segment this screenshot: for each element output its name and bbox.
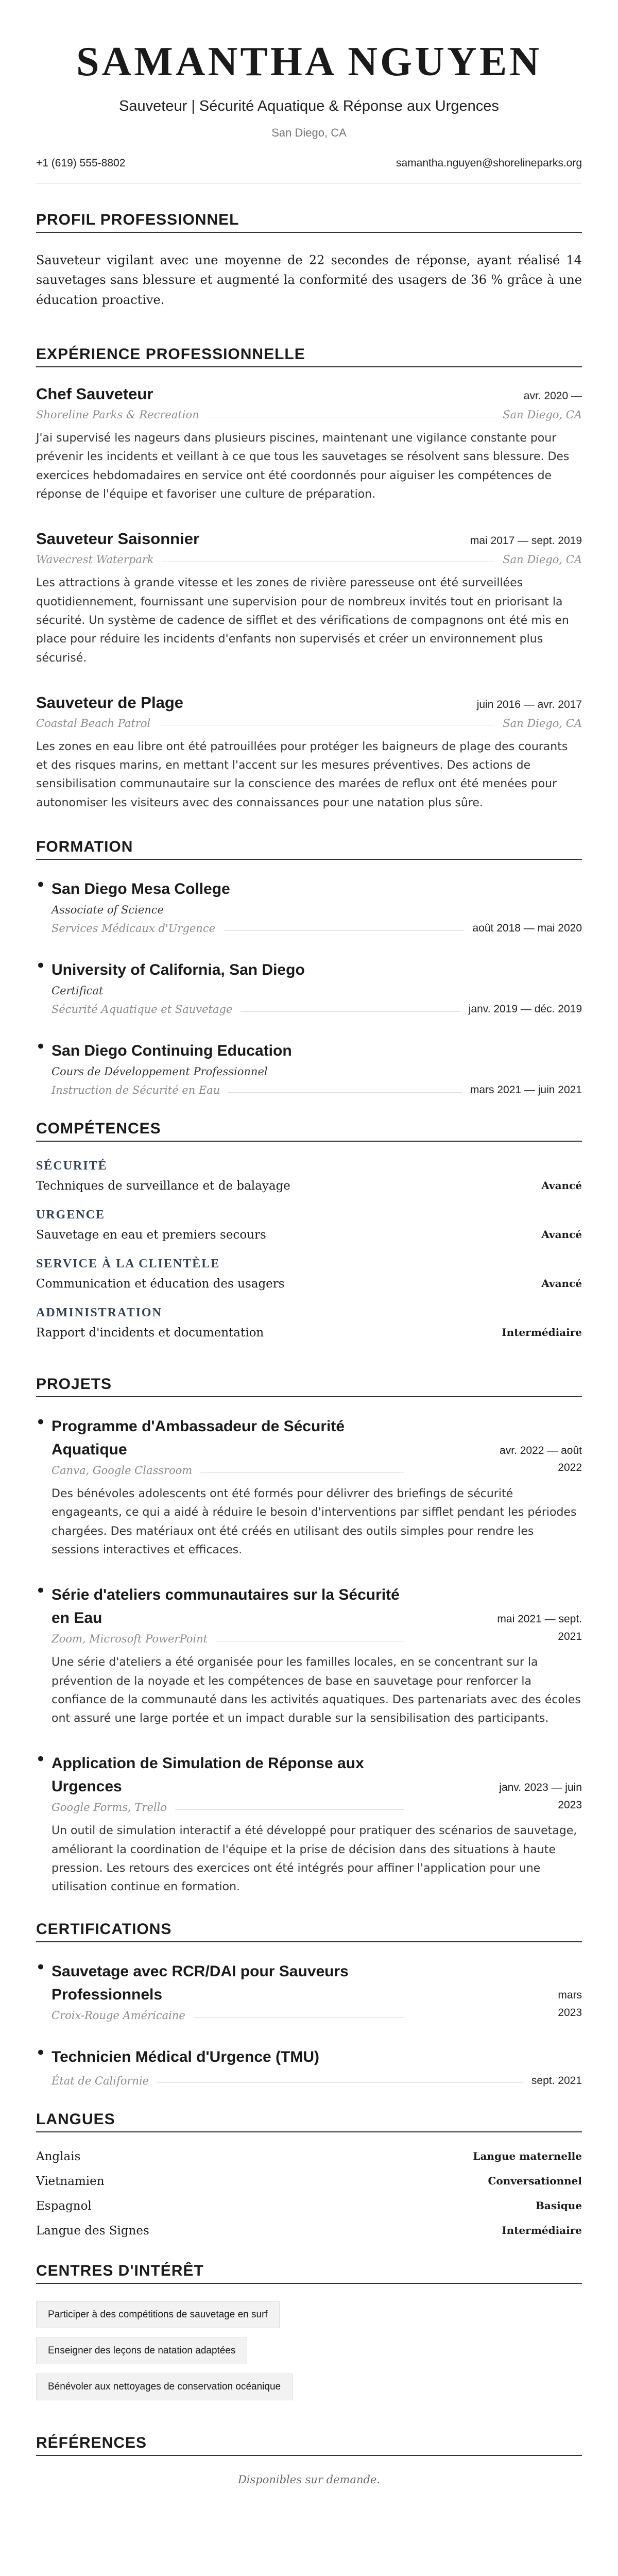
- phone-number: +1 (619) 555-8802: [36, 157, 126, 169]
- dotted-leader: [224, 930, 464, 931]
- project-tools: Canva, Google Classroom: [52, 1464, 193, 1477]
- headline: Sauveteur | Sécurité Aquatique & Réponse aux Urgences: [119, 98, 499, 114]
- education-dates: mars 2021 — juin 2021: [470, 1084, 582, 1096]
- degree: Cours de Développement Professionnel: [52, 1065, 268, 1078]
- contact-row: [36, 157, 582, 170]
- school-name: • San Diego Continuing Education: [52, 1042, 292, 1060]
- education-entry: [36, 958, 582, 1015]
- project-date-start: mai 2021 — sept.: [497, 1613, 582, 1625]
- project-dates: [448, 1779, 582, 1814]
- skill-row: [36, 1277, 582, 1291]
- project-description: Un outil de simulation interactif a été développé pour pratiquer des scénarios de sauvetage, améliorant la coordination de l'équipe et la prise de décision dans des situations à haute pression. Les retours des exercices ont été intégrés pour affiner l'application pour une utilisation continue en formation.: [52, 1824, 577, 1894]
- job-location: San Diego, CA: [503, 717, 582, 730]
- language-level: Conversationnel: [488, 2174, 582, 2187]
- interests-section: [36, 2262, 582, 2410]
- skill-category: URGENCE: [36, 1208, 106, 1222]
- certification-issuer: Croix-Rouge Américaine: [52, 2009, 185, 2022]
- resume-page: [36, 0, 582, 2486]
- employer: Coastal Beach Patrol: [36, 717, 151, 730]
- project-name: • Série d'ateliers communautaires sur la Sécurité en Eau: [52, 1586, 400, 1627]
- project-dates: [448, 1442, 582, 1477]
- dotted-leader: [175, 1809, 404, 1810]
- education-entry: [36, 1039, 582, 1096]
- language-name: Anglais: [36, 2149, 81, 2163]
- field-of-study: Sécurité Aquatique et Sauvetage: [52, 1003, 233, 1016]
- job-title: Sauveteur de Plage: [36, 693, 184, 711]
- projects-section: [36, 1376, 582, 1897]
- summary-text: Sauveteur vigilant avec une moyenne de 22 secondes de réponse, ayant réalisé 14 sauvetages sans blessure et augmenté la conformité des usagers de 36 % grâce à une éducation proactive.: [36, 253, 582, 307]
- skill-category: SERVICE À LA CLIENTÈLE: [36, 1257, 220, 1271]
- candidate-name: SAMANTHA NGUYEN: [76, 39, 542, 84]
- section-title: COMPÉTENCES: [36, 1120, 582, 1142]
- language-row: [36, 2224, 582, 2238]
- project-entry: [36, 1415, 582, 1560]
- education-dates: août 2018 — mai 2020: [472, 922, 582, 935]
- certification-entry: [36, 1960, 582, 2022]
- section-title: LANGUES: [36, 2111, 582, 2132]
- project-description: Des bénévoles adolescents ont été formés pour délivrer des briefings de sécurité engageants, ce qui a aidé à réduire le besoin d'interventions par sifflet pendant les périodes chargées. Des matériaux ont été créés en utilisant des outils simples pour rendre les sessions interactives et efficaces.: [52, 1487, 577, 1556]
- school-name: • University of California, San Diego: [52, 961, 305, 979]
- skills-section: [36, 1120, 582, 1340]
- section-title: PROFIL PROFESSIONNEL: [36, 211, 582, 233]
- job-title: Sauveteur Saisonnier: [36, 530, 200, 548]
- language-level: Basique: [536, 2199, 582, 2212]
- language-level: Langue maternelle: [473, 2149, 582, 2162]
- certification-date-end: 2023: [558, 2007, 582, 2019]
- experience-entry: [36, 693, 582, 812]
- skill-category: ADMINISTRATION: [36, 1306, 162, 1320]
- skill-name: Rapport d'incidents et documentation: [36, 1326, 264, 1340]
- interest-tags: [36, 2301, 582, 2410]
- references-section: [36, 2434, 582, 2486]
- employer: Shoreline Parks & Recreation: [36, 409, 199, 421]
- certification-date: sept. 2021: [531, 2074, 582, 2087]
- skill-level: Avancé: [541, 1179, 582, 1192]
- section-title: RÉFÉRENCES: [36, 2434, 582, 2456]
- dotted-leader: [228, 1092, 462, 1093]
- language-level: Intermédiaire: [502, 2224, 582, 2236]
- degree: Associate of Science: [52, 904, 164, 917]
- degree: Certificat: [52, 985, 104, 997]
- education-entry: [36, 877, 582, 935]
- language-name: Vietnamien: [36, 2174, 105, 2188]
- school-name: • San Diego Mesa College: [52, 880, 230, 898]
- certification-entry: [36, 2045, 582, 2087]
- project-date-end: 2023: [558, 1799, 582, 1811]
- language-name: Langue des Signes: [36, 2224, 149, 2238]
- job-description: J'ai supervisé les nageurs dans plusieurs piscines, maintenant une vigilance constante pour prévenir les incidents et veillant à ce que tous les sauvetages se résolvent sans blessure. Des exercices hebdomadaires en service ont été coordonnés pour aiguiser les compétences de réponse de l'équipe et favoriser une culture de préparation.: [36, 432, 570, 501]
- project-name: • Programme d'Ambassadeur de Sécurité Aquatique: [52, 1418, 345, 1459]
- experience-entry: [36, 530, 582, 667]
- skill-level: Avancé: [541, 1228, 582, 1241]
- field-of-study: Instruction de Sécurité en Eau: [52, 1084, 220, 1097]
- project-name: • Application de Simulation de Réponse aux Urgences: [52, 1755, 364, 1795]
- language-row: [36, 2175, 582, 2188]
- project-description: Une série d'ateliers a été organisée pour les familles locales, en se concentrant sur la prévention de la noyade et les compétences de base en sauvetage pour renforcer la confiance de la communauté dans les activités aquatiques. Des partenariats avec des écoles ont assuré une large portée et un impact durable sur la sensibilisation des participants.: [52, 1656, 581, 1725]
- language-row: [36, 2150, 582, 2163]
- references-text: Disponibles sur demande.: [237, 2473, 381, 2486]
- skill-category: SÉCURITÉ: [36, 1159, 108, 1173]
- project-date-end: 2022: [558, 1462, 582, 1474]
- project-dates: [448, 1611, 582, 1645]
- certifications-section: [36, 1921, 582, 2087]
- certification-name: • Sauvetage avec RCR/DAI pour Sauveurs Professionnels: [52, 1962, 349, 2003]
- section-title: CERTIFICATIONS: [36, 1921, 582, 1942]
- language-name: Espagnol: [36, 2199, 92, 2213]
- project-entry: [36, 1752, 582, 1896]
- interest-tag: Enseigner des leçons de natation adaptées: [36, 2337, 247, 2364]
- certification-issuer: État de Californie: [52, 2074, 149, 2087]
- certification-name: • Technicien Médical d'Urgence (TMU): [52, 2048, 319, 2065]
- skills-list: [36, 1159, 582, 1340]
- experience-section: [36, 346, 582, 812]
- skill-row: [36, 1326, 582, 1340]
- email-address: samantha.nguyen@shorelineparks.org: [396, 157, 582, 169]
- field-of-study: Services Médicaux d'Urgence: [52, 922, 216, 935]
- summary-section: [36, 211, 582, 310]
- header-location: San Diego, CA: [271, 126, 347, 139]
- skill-row: [36, 1179, 582, 1193]
- job-location: San Diego, CA: [503, 409, 582, 421]
- dotted-leader: [200, 1472, 404, 1473]
- section-title: EXPÉRIENCE PROFESSIONNELLE: [36, 346, 582, 367]
- job-title: Chef Sauveteur: [36, 385, 153, 403]
- skill-name: Techniques de surveillance et de balayage: [36, 1179, 290, 1193]
- section-title: PROJETS: [36, 1376, 582, 1397]
- job-dates: avr. 2020 —: [523, 390, 582, 402]
- section-title: CENTRES D'INTÉRÊT: [36, 2262, 582, 2284]
- dotted-leader: [194, 2017, 404, 2018]
- job-description: Les zones en eau libre ont été patrouillées pour protéger les baigneurs de plage des courants et des risques marins, en mettant l'accent sur les mesures préventives. Des actions de sensibilisation communautaire sur la conscience des marées de reflux ont été menées pour autonomiser les visiteurs avec des connaissances pour une natation plus sûre.: [36, 740, 568, 809]
- dotted-leader: [241, 1011, 460, 1012]
- section-title: FORMATION: [36, 838, 582, 860]
- project-date-end: 2021: [558, 1630, 582, 1642]
- job-description: Les attractions à grande vitesse et les zones de rivière paresseuse ont été surveillées quotidiennement, fournissant une supervision pour de nombreux invités tout en priorisant la sécurité. Un système de cadence de sifflet et des vérifications de compagnons ont été mis en place pour réduire les incidents d'enfants non supervisés et créer un environnement plus sécurisé.: [36, 577, 569, 665]
- skill-name: Communication et éducation des usagers: [36, 1277, 285, 1291]
- dotted-leader: [157, 2082, 523, 2083]
- job-dates: juin 2016 — avr. 2017: [476, 698, 582, 710]
- interest-tag: Participer à des compétitions de sauvetage en surf: [36, 2301, 280, 2328]
- project-date-start: avr. 2022 — août: [500, 1444, 582, 1456]
- experience-entry: [36, 385, 582, 504]
- employer: Wavecrest Waterpark: [36, 553, 154, 566]
- education-section: [36, 838, 582, 1096]
- skill-level: Avancé: [541, 1277, 582, 1290]
- project-tools: Zoom, Microsoft PowerPoint: [52, 1633, 208, 1646]
- project-tools: Google Forms, Trello: [52, 1801, 167, 1814]
- interest-tag: Bénévoler aux nettoyages de conservation océanique: [36, 2374, 293, 2400]
- job-location: San Diego, CA: [503, 553, 582, 566]
- project-date-start: janv. 2023 — juin: [499, 1782, 582, 1794]
- languages-section: [36, 2111, 582, 2238]
- certification-date-start: mars: [558, 1989, 582, 2002]
- certification-dates: [448, 1987, 582, 2021]
- skill-name: Sauvetage en eau et premiers secours: [36, 1228, 266, 1242]
- language-row: [36, 2199, 582, 2213]
- education-dates: janv. 2019 — déc. 2019: [468, 1003, 582, 1015]
- project-entry: [36, 1583, 582, 1728]
- job-dates: mai 2017 — sept. 2019: [470, 535, 582, 547]
- skill-level: Intermédiaire: [502, 1326, 582, 1339]
- skill-row: [36, 1228, 582, 1242]
